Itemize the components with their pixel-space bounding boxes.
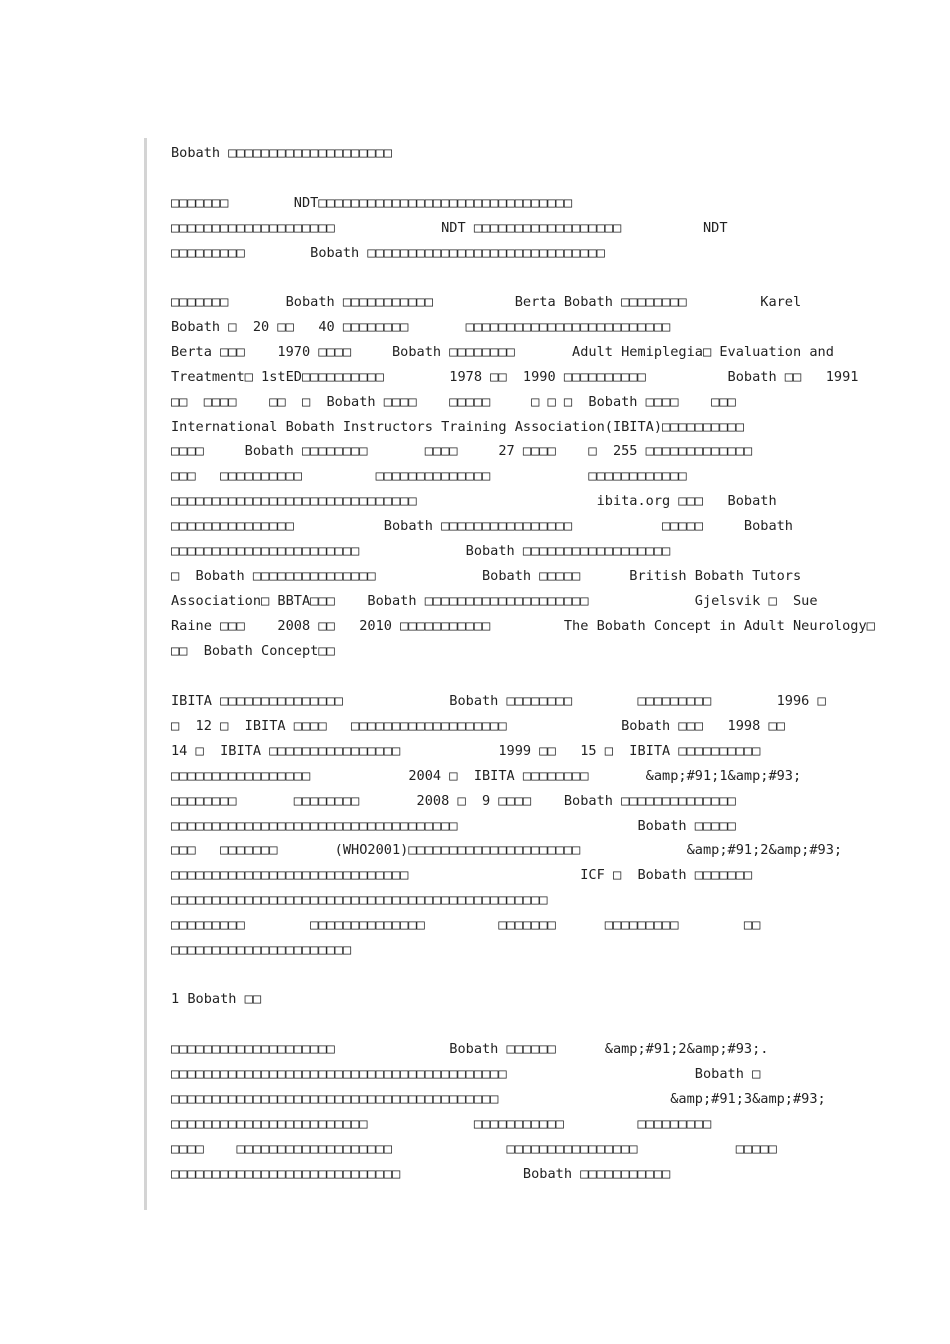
text-line: □□□□□□□□□□□□□□□□□□□□□□□□□□□□ Bobath □□□□□□□□□□□ [171,1165,671,1182]
text-line: □□□□□□□□□□□□□□□□□□□□□□□□□□□□□□ ibita.org □□□ Bobath [171,493,777,510]
text-line: □□□□ Bobath □□□□□□□□ □□□□ 27 □□□□ □ 255 □□□□□□□□□□□□□ [171,443,753,460]
text-line: □□□□□□□□□□□□□□□□□□□□□□□□□□□□□□□□□□□□□□□□ &amp;#91;3&amp;#93; [171,1090,826,1107]
text-line: Treatment□ 1stED□□□□□□□□□□ 1978 □□ 1990 □□□□□□□□□□ Bobath □□ 1991 [171,368,859,385]
text-line: □□□□□□□□□ □□□□□□□□□□□□□□ □□□□□□□ □□□□□□□□□ □□ [171,917,761,934]
text-line: □□□□□□□□□□□□□□□□□□□□□□□□□□□□□□□□□□□□□□□□□ Bobath □ [171,1065,761,1082]
text-line: □□□□□□□□□□□□□□□□□□□□ Bobath □□□□□□ &amp;#91;2&amp;#93;. [171,1041,769,1057]
text-line: □□□ □□□□□□□ (WHO2001)□□□□□□□□□□□□□□□□□□□□□ &amp;#91;2&amp;#93; [171,842,843,859]
text-line: □□□□□□□ NDT□□□□□□□□□□□□□□□□□□□□□□□□□□□□□□□ [171,195,573,211]
text-line: □□□□□□□□□□□□□□□□□□□□□□□□□□□□□□□□□□□ Bobath □□□□□ [171,817,736,834]
text-line: International Bobath Instructors Training Association(IBITA)□□□□□□□□□□ [171,418,744,435]
text-line: Bobath □□□□□□□□□□□□□□□□□□□□ [171,145,392,161]
text-line: Association□ BBTA□□□ Bobath □□□□□□□□□□□□□□□□□□□□ Gjelsvik □ Sue [171,592,818,609]
text-line: Bobath □ 20 □□ 40 □□□□□□□□ □□□□□□□□□□□□□□□□□□□□□□□□□ [171,318,671,335]
text-line: □□□□□□□□□□□□□□□□□□□□□□□ Bobath □□□□□□□□□□□□□□□□□□ [171,543,671,559]
text-line: Raine □□□ 2008 □□ 2010 □□□□□□□□□□□ The Bobath Concept in Adult Neurology□ [171,617,875,634]
text-line: □□□□□□□□□□□□□□□□□□□□□□□□□□□□□ ICF □ Bobath □□□□□□□ [171,867,753,884]
text-line: □ 12 □ IBITA □□□□ □□□□□□□□□□□□□□□□□□□ Bobath □□□ 1998 □□ [171,717,785,734]
text-line: IBITA □□□□□□□□□□□□□□□ Bobath □□□□□□□□ □□□□□□□□□ 1996 □ [171,693,826,709]
text-line: □□□□□□□□□□□□□□□□□□□□ NDT □□□□□□□□□□□□□□□□□□ NDT [171,219,728,236]
text-line: □□□□□□□□□□□□□□□□□□□□□□ [171,942,352,958]
text-line: □ Bobath □□□□□□□□□□□□□□□ Bobath □□□□□ British Bobath Tutors [171,567,802,584]
text-line: □□□ □□□□□□□□□□ □□□□□□□□□□□□□□ □□□□□□□□□□□□ [171,468,687,485]
text-line: □□□□□□□□ □□□□□□□□ 2008 □ 9 □□□□ Bobath □□□□□□□□□□□□□□ [171,792,736,809]
text-line: 14 □ IBITA □□□□□□□□□□□□□□□□ 1999 □□ 15 □ IBITA □□□□□□□□□□ [171,742,761,759]
text-line: □□□□□□□□□ Bobath □□□□□□□□□□□□□□□□□□□□□□□□□□□□□ [171,244,605,261]
text-line: □□ Bobath Concept□□ [171,642,335,659]
text-line: □□□□□□□ Bobath □□□□□□□□□□□ Berta Bobath □□□□□□□□ Karel [171,294,802,310]
left-margin-rule [144,138,147,1210]
text-line: □□□□□□□□□□□□□□□□□ 2004 □ IBITA □□□□□□□□ &amp;#91;1&amp;#93; [171,767,802,784]
text-line: □□□□ □□□□□□□□□□□□□□□□□□□ □□□□□□□□□□□□□□□□ □□□□□ [171,1140,777,1157]
text-line: Berta □□□ 1970 □□□□ Bobath □□□□□□□□ Adult Hemiplegia□ Evaluation and [171,343,834,360]
text-line: □□□□□□□□□□□□□□□□□□□□□□□□ □□□□□□□□□□□ □□□□□□□□□ [171,1115,712,1132]
text-line: □□□□□□□□□□□□□□□ Bobath □□□□□□□□□□□□□□□□ □□□□□ Bobath [171,518,793,535]
text-line: □□ □□□□ □□ □ Bobath □□□□ □□□□□ □ □ □ Bobath □□□□ □□□ [171,393,736,410]
text-line: □□□□□□□□□□□□□□□□□□□□□□□□□□□□□□□□□□□□□□□□□□□□□□ [171,892,548,909]
text-line: 1 Bobath □□ [171,991,262,1007]
